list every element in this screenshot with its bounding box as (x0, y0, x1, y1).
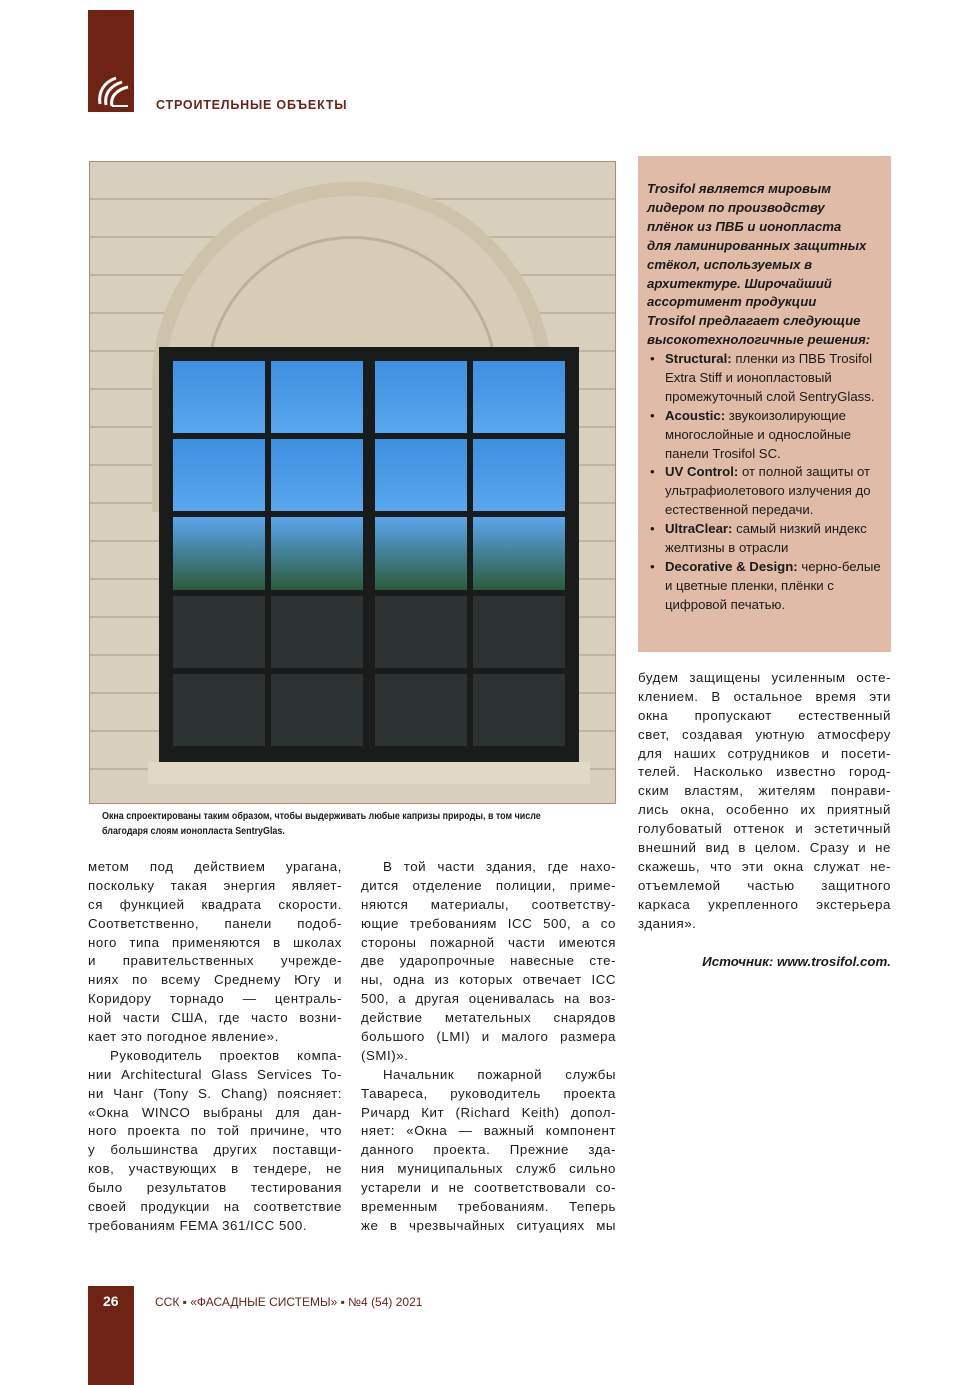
text-line: дится отделение полиции, приме- (361, 877, 616, 893)
intro-line: плёнок из ПВБ и ионопласта (647, 218, 842, 234)
text-line: «Окна WINCO выбраны для дан- (88, 1104, 342, 1120)
bullet-text: пленки из ПВБ Trosifol Extra Stiff и ионопластовый промежуточный слой SentryGlass. (665, 351, 875, 404)
text-line: каркаса укрепленного экстерьера (638, 896, 891, 912)
text-line: ния муниципальных служб сильно (361, 1161, 616, 1177)
bullet-text: от полной защиты от ультрафиолетового излучения до естественной передачи. (665, 464, 871, 518)
bullet-item (650, 463, 882, 520)
text-line: же в чрезвычайных ситуациях мы (361, 1217, 616, 1233)
intro-line: архитектуре. Широчайший (647, 275, 832, 291)
text-line: няет: «Окна — важный компонент (361, 1123, 616, 1139)
sidebar-bullet-list (650, 350, 882, 615)
text-line: внешний вид в целом. Сразу и не (638, 840, 891, 856)
photo-caption (102, 809, 612, 839)
text-line: отъемлемой частью защитного (638, 877, 891, 893)
text-line: окна пропускают естественный (638, 707, 891, 723)
text-line: ющие требованиям ICC 500, а со (361, 915, 616, 931)
text-line: ся функцией квадрата скорости. (88, 896, 342, 912)
text-line: большого (LMI) и малого размера (361, 1029, 616, 1045)
intro-line: лидером по производству (647, 199, 825, 215)
bullet-item (650, 407, 882, 464)
section-title: СТРОИТЕЛЬНЫЕ ОБЪЕКТЫ (156, 98, 348, 112)
text-line: требованиям FEMA 361/ICC 500. (88, 1217, 308, 1233)
bullet-term: Acoustic: (665, 407, 726, 423)
bullet-text: черно-белые и цветные пленки, плёнки с цифровой печатью. (665, 558, 881, 612)
text-line: телей. Насколько известно город- (638, 764, 891, 780)
text-line: Ричард Кит (Richard Keith) допол- (361, 1104, 616, 1120)
bullet-item (650, 520, 882, 558)
intro-line: высокотехнологичные решения: (647, 332, 871, 348)
text-line: (SMI)». (361, 1047, 409, 1063)
text-line: будем защищены усиленным осте- (638, 670, 891, 685)
text-line: действие метательных снарядов (361, 1010, 616, 1026)
text-line: няются материалы, соответству- (361, 896, 616, 912)
text-line: Начальник пожарной службы (383, 1066, 616, 1082)
text-line: ной части США, где часто возни- (88, 1010, 342, 1026)
text-line: нии Architectural Glass Services То- (88, 1066, 342, 1082)
footer-text: ССК ▪ «ФАСАДНЫЕ СИСТЕМЫ» ▪ №4 (54) 2021 (155, 1295, 423, 1309)
text-line: ков, участвующих в тендере, не (88, 1161, 342, 1177)
text-line: здания». (638, 915, 697, 931)
intro-line: для ламинированных защитных (647, 237, 867, 253)
bullet-text: самый низкий индекс желтизны в отрасли (665, 521, 867, 556)
text-line: В той части здания, где нахо- (383, 859, 616, 874)
bullet-item (650, 350, 882, 407)
bullet-term: UltraClear: (665, 521, 733, 537)
text-line: своей продукции на соответствие (88, 1199, 342, 1215)
text-line: ни Чанг (Tony S. Chang) поясняет: (88, 1085, 342, 1101)
text-line: Соответственно, панели подоб- (88, 915, 342, 931)
text-column-2 (361, 858, 616, 1236)
text-line: голубоватый оттенок и эстетичный (638, 821, 891, 837)
caption-line: благодаря слоям ионопласта SentryGlas. (102, 825, 285, 837)
text-line: клением. В остальное время эти (638, 688, 891, 704)
text-line: 500, а другая оценивалась на воз- (361, 991, 616, 1007)
text-line: Тавареса, руководитель проекта (361, 1085, 616, 1101)
text-line: устарели и не соответствовали со- (361, 1180, 616, 1196)
bullet-term: Structural: (665, 351, 732, 366)
caption-line: Окна спроектированы таким образом, чтобы выдерживать любые капризы природы, в том числе (102, 810, 541, 822)
intro-line: Trosifol является мировым (647, 181, 832, 196)
magazine-logo-icon (94, 72, 130, 108)
page-number: 26 (103, 1293, 119, 1309)
text-column-3 (638, 669, 891, 933)
text-line: ного типа применяются в школах (88, 934, 342, 950)
bullet-text: звукоизолирующие многослойные и однослойные панели Trosifol SC. (665, 407, 852, 461)
intro-line: стёкол, используемых в (647, 256, 813, 272)
text-column-1 (88, 858, 342, 1236)
text-line: ским властям, жителям понрави- (638, 783, 891, 799)
text-line: поскольку такая энергия являет- (88, 877, 342, 893)
text-line: для наших сотрудников и посети- (638, 745, 891, 761)
intro-line: Trosifol предлагает следующие (647, 313, 861, 329)
text-line: у большинства других поставщи- (88, 1142, 342, 1158)
text-line: Коридору торнадо — централь- (88, 991, 342, 1007)
text-line: ны, одна из которых отвечает ICC (361, 972, 616, 988)
text-line: стороны пожарной части имеются (361, 934, 616, 950)
text-line: ного проекта по той причине, что (88, 1123, 342, 1139)
text-line: было результатов тестирования (88, 1180, 342, 1196)
window-frame (159, 347, 579, 762)
text-line: данного проекта. Прежние зда- (361, 1142, 616, 1158)
text-line: Руководитель проектов компа- (110, 1047, 342, 1063)
text-line: две ударопрочные навесные сте- (361, 953, 616, 969)
text-line: кает это погодное явление». (88, 1029, 279, 1045)
text-line: лись окна, особенно их приятный (638, 802, 891, 818)
sidebar-intro (647, 180, 870, 350)
intro-line: ассортимент продукции (647, 294, 817, 310)
text-line: скажешь, что эти окна служат не- (638, 858, 891, 874)
text-line: временным требованиям. Теперь (361, 1199, 616, 1215)
bullet-term: UV Control: (665, 464, 739, 480)
text-line: и правительственных учрежде- (88, 953, 342, 969)
text-line: ниях по всему Среднему Югу и (88, 972, 342, 988)
text-line: метом под действием урагана, (88, 859, 342, 874)
text-line: свет, создавая уютную атмосферу (638, 726, 891, 742)
source-credit: Источник: www.trosifol.com. (702, 954, 891, 969)
bullet-item (650, 558, 882, 615)
window-photo (89, 161, 616, 804)
bullet-term: Decorative & Design: (665, 558, 798, 574)
